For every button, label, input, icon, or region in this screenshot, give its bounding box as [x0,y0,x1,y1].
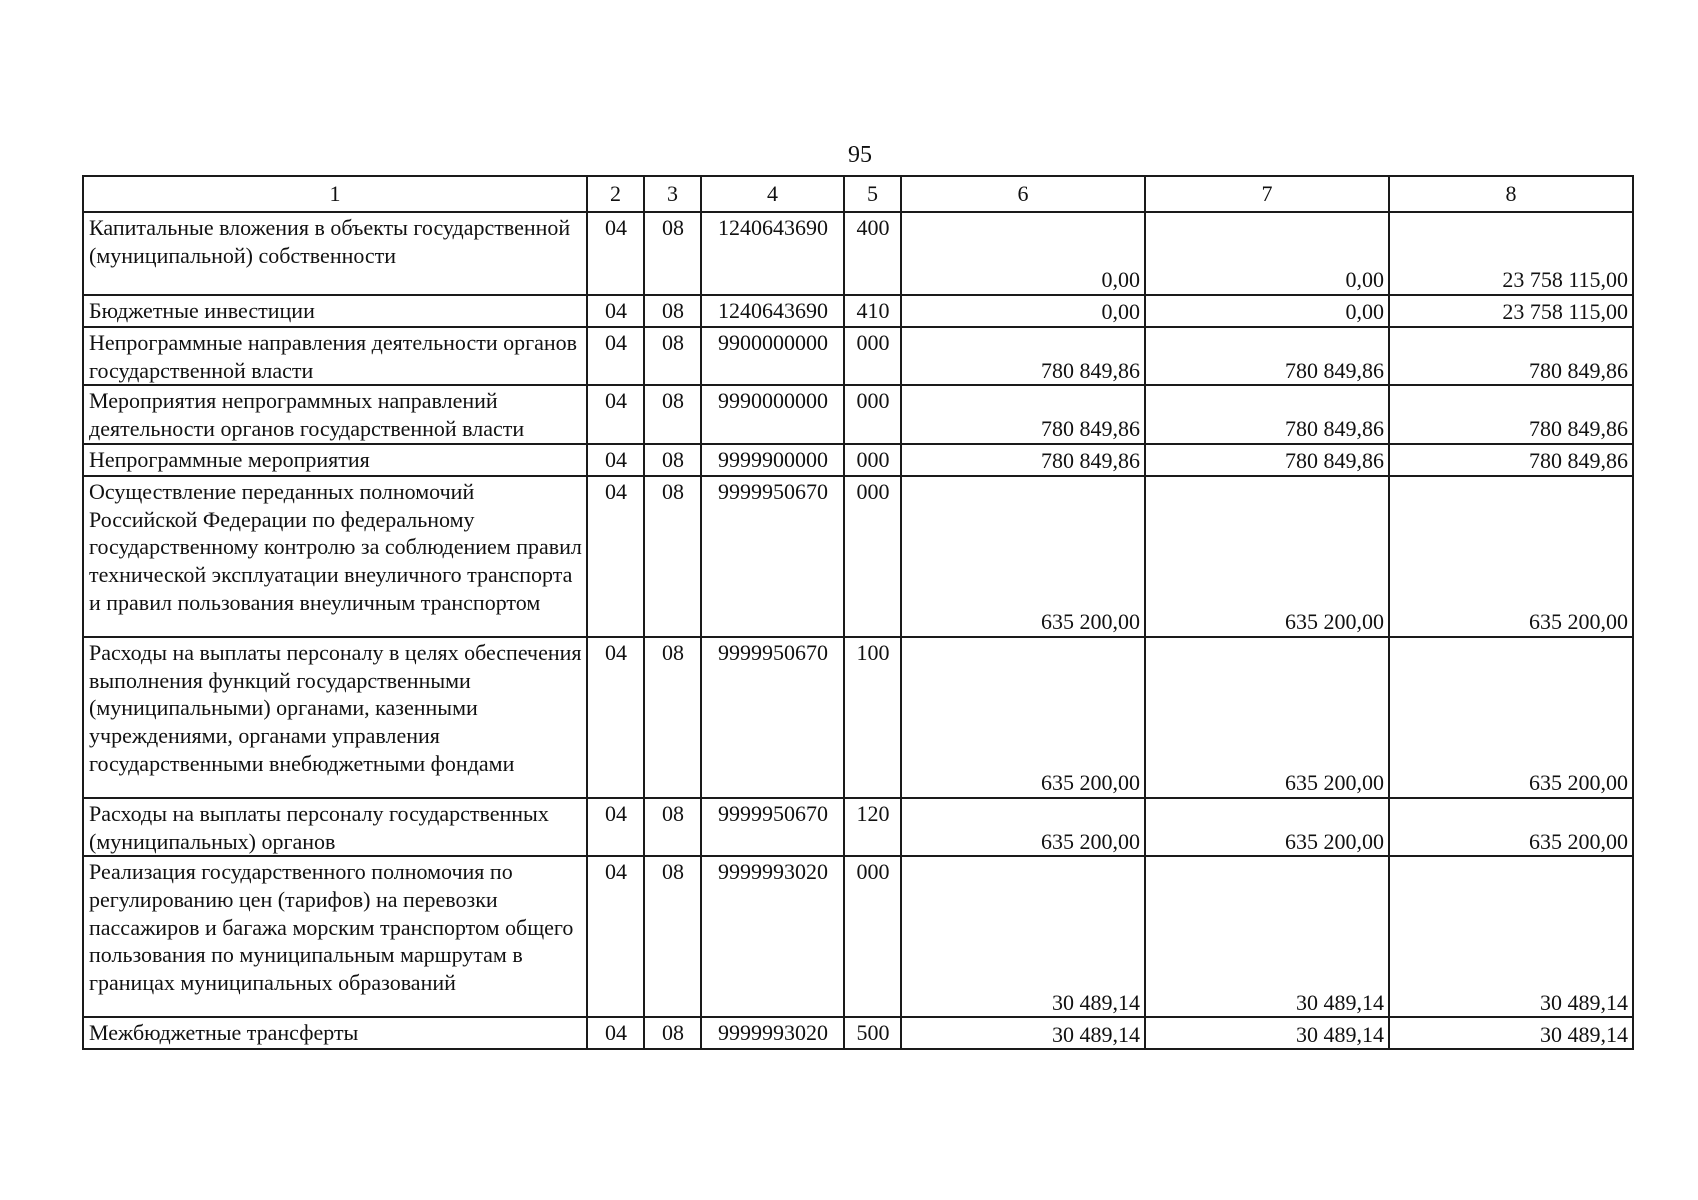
table-row [83,476,1633,637]
expense-type-cell: 000 [844,385,901,443]
section-code-cell: 04 [587,637,644,798]
expense-type-cell: 500 [844,1017,901,1049]
subsection-code-cell: 08 [644,798,701,856]
amount-col7-cell: 0,00 [1145,295,1389,327]
amount-col7-cell: 30 489,14 [1145,1017,1389,1049]
expense-type-cell: 000 [844,327,901,385]
table-row [83,295,1633,327]
amount-col7-cell: 0,00 [1145,212,1389,295]
budget-table [82,175,1634,1050]
row-name-cell: Осуществление переданных полномочий Российской Федерации по федеральному государственному контролю за соблюдением правил технической эксплуатации внеуличного транспорта и правил пользования внеуличным транспортом [83,476,587,637]
amount-col7-cell: 635 200,00 [1145,798,1389,856]
target-article-cell: 1240643690 [701,295,844,327]
amount-col8-cell: 23 758 115,00 [1389,212,1633,295]
amount-col8-cell: 780 849,86 [1389,327,1633,385]
target-article-cell: 1240643690 [701,212,844,295]
column-header: 2 [587,176,644,212]
section-code-cell: 04 [587,798,644,856]
amount-col7-cell: 635 200,00 [1145,476,1389,637]
expense-type-cell: 100 [844,637,901,798]
row-name-cell: Реализация государственного полномочия по регулированию цен (тарифов) на перевозки пассажиров и багажа морским транспортом общего пользования по муниципальным маршрутам в границах муниципальных образований [83,856,587,1017]
amount-col8-cell: 30 489,14 [1389,1017,1633,1049]
table-header-row [83,176,1633,212]
column-header: 4 [701,176,844,212]
amount-col8-cell: 635 200,00 [1389,798,1633,856]
target-article-cell: 9999900000 [701,444,844,476]
amount-col7-cell: 780 849,86 [1145,385,1389,443]
column-header: 3 [644,176,701,212]
amount-col6-cell: 780 849,86 [901,385,1145,443]
target-article-cell: 9999993020 [701,856,844,1017]
target-article-cell: 9990000000 [701,385,844,443]
subsection-code-cell: 08 [644,856,701,1017]
expense-type-cell: 000 [844,856,901,1017]
table-row [83,444,1633,476]
column-header: 6 [901,176,1145,212]
amount-col7-cell: 635 200,00 [1145,637,1389,798]
target-article-cell: 9999993020 [701,1017,844,1049]
amount-col6-cell: 780 849,86 [901,444,1145,476]
table-row [83,212,1633,295]
amount-col6-cell: 0,00 [901,295,1145,327]
row-name-cell: Межбюджетные трансферты [83,1017,587,1049]
section-code-cell: 04 [587,856,644,1017]
row-name-cell: Капитальные вложения в объекты государственной (муниципальной) собственности [83,212,587,295]
amount-col8-cell: 635 200,00 [1389,476,1633,637]
expense-type-cell: 120 [844,798,901,856]
table-row [83,856,1633,1017]
target-article-cell: 9900000000 [701,327,844,385]
section-code-cell: 04 [587,1017,644,1049]
amount-col6-cell: 30 489,14 [901,1017,1145,1049]
subsection-code-cell: 08 [644,637,701,798]
row-name-cell: Мероприятия непрограммных направлений деятельности органов государственной власти [83,385,587,443]
row-name-cell: Расходы на выплаты персоналу государственных (муниципальных) органов [83,798,587,856]
target-article-cell: 9999950670 [701,637,844,798]
table-row [83,385,1633,443]
amount-col7-cell: 780 849,86 [1145,444,1389,476]
amount-col6-cell: 780 849,86 [901,327,1145,385]
section-code-cell: 04 [587,385,644,443]
amount-col8-cell: 635 200,00 [1389,637,1633,798]
amount-col8-cell: 23 758 115,00 [1389,295,1633,327]
amount-col8-cell: 780 849,86 [1389,444,1633,476]
subsection-code-cell: 08 [644,1017,701,1049]
section-code-cell: 04 [587,327,644,385]
amount-col6-cell: 30 489,14 [901,856,1145,1017]
amount-col8-cell: 780 849,86 [1389,385,1633,443]
table-row [83,1017,1633,1049]
section-code-cell: 04 [587,444,644,476]
amount-col6-cell: 635 200,00 [901,476,1145,637]
subsection-code-cell: 08 [644,327,701,385]
row-name-cell: Расходы на выплаты персоналу в целях обеспечения выполнения функций государственными (муниципальными) органами, казенными учреждениями, органами управления государственными внебюджетными фондами [83,637,587,798]
column-header: 8 [1389,176,1633,212]
section-code-cell: 04 [587,476,644,637]
amount-col7-cell: 780 849,86 [1145,327,1389,385]
expense-type-cell: 410 [844,295,901,327]
subsection-code-cell: 08 [644,476,701,637]
expense-type-cell: 400 [844,212,901,295]
expense-type-cell: 000 [844,444,901,476]
subsection-code-cell: 08 [644,385,701,443]
target-article-cell: 9999950670 [701,798,844,856]
table-row [83,327,1633,385]
row-name-cell: Бюджетные инвестиции [83,295,587,327]
expense-type-cell: 000 [844,476,901,637]
amount-col8-cell: 30 489,14 [1389,856,1633,1017]
section-code-cell: 04 [587,295,644,327]
amount-col6-cell: 0,00 [901,212,1145,295]
row-name-cell: Непрограммные мероприятия [83,444,587,476]
row-name-cell: Непрограммные направления деятельности органов государственной власти [83,327,587,385]
subsection-code-cell: 08 [644,295,701,327]
column-header: 1 [83,176,587,212]
page-number: 95 [848,142,872,168]
target-article-cell: 9999950670 [701,476,844,637]
column-header: 5 [844,176,901,212]
amount-col7-cell: 30 489,14 [1145,856,1389,1017]
subsection-code-cell: 08 [644,444,701,476]
table-row [83,798,1633,856]
subsection-code-cell: 08 [644,212,701,295]
amount-col6-cell: 635 200,00 [901,798,1145,856]
column-header: 7 [1145,176,1389,212]
section-code-cell: 04 [587,212,644,295]
table-row [83,637,1633,798]
amount-col6-cell: 635 200,00 [901,637,1145,798]
